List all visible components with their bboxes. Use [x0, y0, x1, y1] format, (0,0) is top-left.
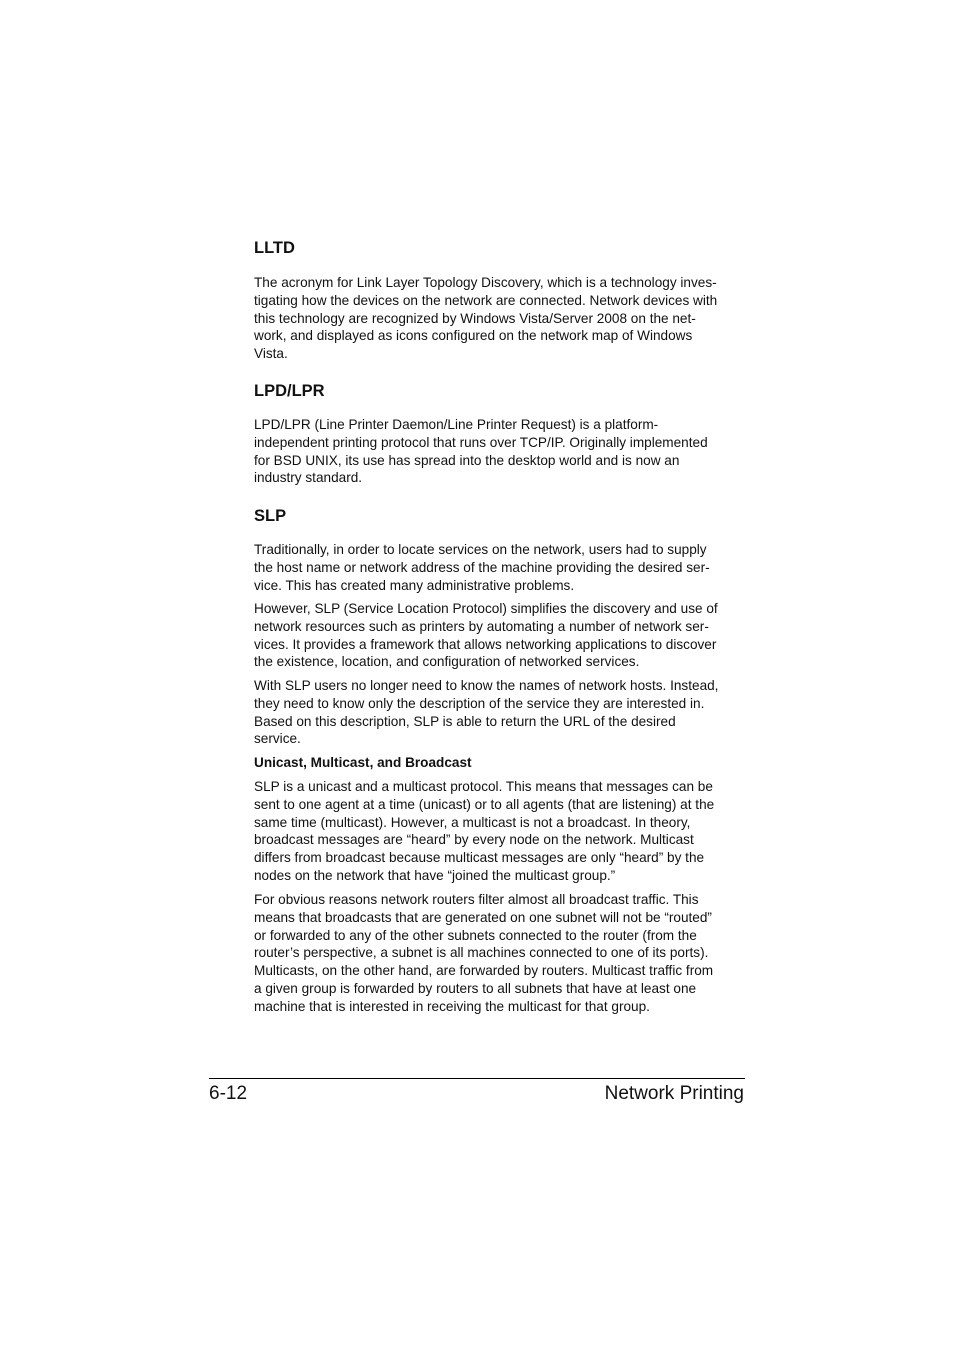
slp-paragraph-3: With SLP users no longer need to know the names of network hosts. Instead, they need to know only the description of the service they are interested in. Based on this description, SLP is able to return the URL of the desired service.	[254, 678, 719, 747]
footer-divider	[209, 1078, 745, 1079]
lltd-paragraph: The acronym for Link Layer Topology Discovery, which is a technology inves- tigating how the devices on the network are connected. Network devices with this technology are recognized by Windows Vista/Server 2008 on the net- work, and displayed as icons configured on the network map of Windows Vista.	[254, 275, 718, 362]
section-title-lpd-lpr: LPD/LPR	[254, 382, 325, 400]
slp-paragraph-4: SLP is a unicast and a multicast protocol. This means that messages can be sent to one agent at a time (unicast) or to all agents (that are listening) at the same time (multicast). However, a multicast is not a broadcast. In theory, broadcast messages are “heard” by every node on the network. Multicast differs from broadcast because multicast messages are only “heard” by the nodes on the network that have “joined the multicast group.”	[254, 779, 715, 883]
footer-chapter-title: Network Printing	[604, 1083, 744, 1104]
slp-paragraph-1: Traditionally, in order to locate services on the network, users had to supply the host name or network address of the machine providing the desired ser- vice. This has created many administrative problems.	[254, 542, 710, 593]
footer-page-number: 6-12	[209, 1083, 248, 1104]
slp-paragraph-2: However, SLP (Service Location Protocol) simplifies the discovery and use of network resources such as printers by automating a number of network ser- vices. It provides a framework that allows networking applications to discover the existence, location, and configuration of networked services.	[254, 601, 718, 670]
section-title-lltd: LLTD	[254, 239, 295, 257]
lpd-lpr-paragraph: LPD/LPR (Line Printer Daemon/Line Printer Request) is a platform- independent printing protocol that runs over TCP/IP. Originally implemented for BSD UNIX, its use has spread into the desktop world and is now an industry standard.	[254, 417, 708, 486]
section-title-slp: SLP	[254, 507, 287, 525]
slp-subheading: Unicast, Multicast, and Broadcast	[254, 755, 472, 770]
slp-paragraph-5: For obvious reasons network routers filter almost all broadcast traffic. This means that broadcasts that are generated on one subnet will not be “routed” or forwarded to any of the other subnets connected to the router (from the router’s perspective, a subnet is all machines connected to one of its ports). Multicasts, on the other hand, are forwarded by routers. Multicast traffic from a given group is forwarded by routers to all subnets that have at least one machine that is interested in receiving the multicast for that group.	[254, 892, 714, 1014]
